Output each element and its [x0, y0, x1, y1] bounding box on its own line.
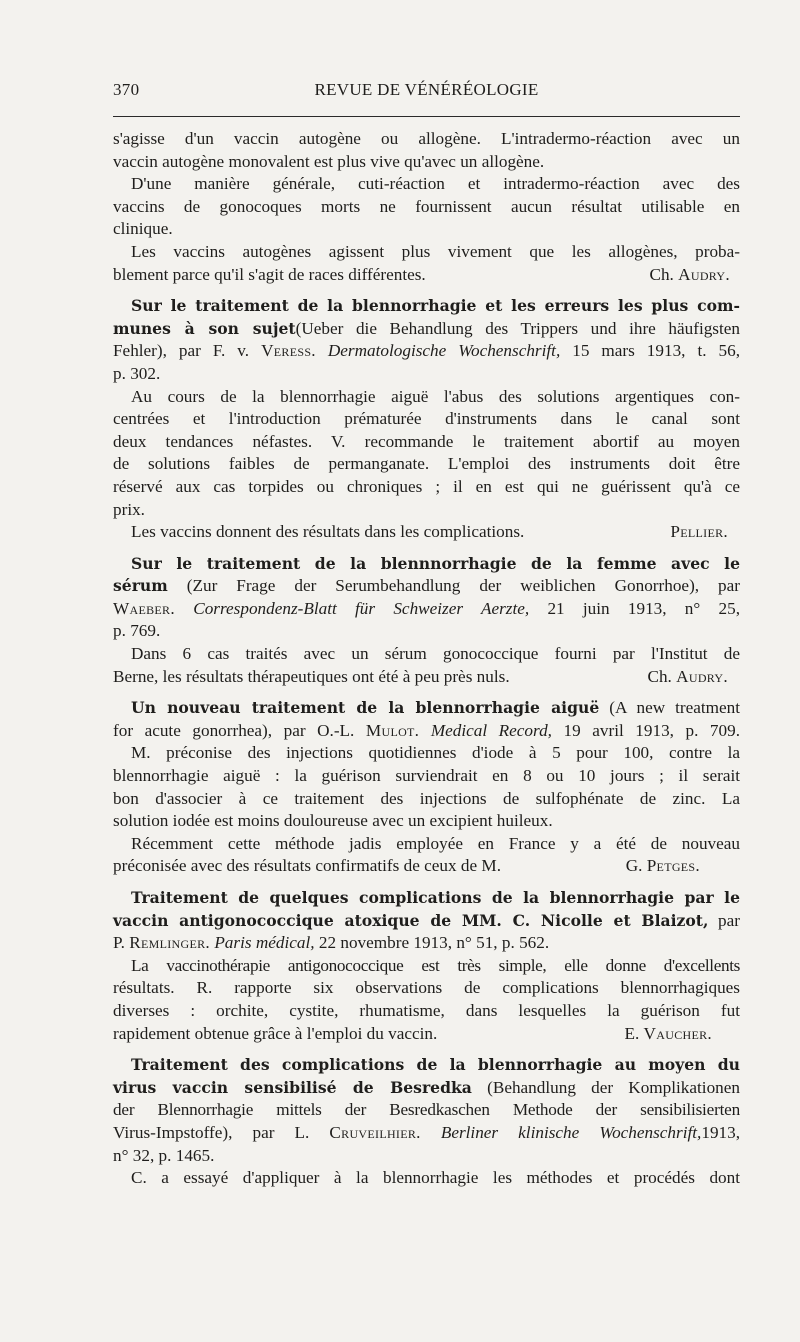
citation-text: P.	[113, 933, 125, 953]
author-initials: E.	[624, 1023, 640, 1043]
entry-title-line	[113, 1054, 740, 1077]
entry-title-line	[113, 575, 740, 598]
entry-subtitle: (A new treatment	[609, 698, 741, 718]
review-signature: Pellier.	[670, 522, 728, 542]
text-line-with-signature	[113, 1023, 740, 1046]
citation-author: Waeber.	[113, 598, 175, 618]
text-fragment: blement parce qu'il s'agit de races différentes.	[113, 264, 426, 284]
entry-title-line	[113, 697, 740, 720]
author-initials: G.	[625, 856, 643, 876]
text-fragment: préconisée avec des résultats confirmatifs de ceux de M.	[113, 856, 501, 876]
text-line-with-signature	[113, 521, 740, 544]
text-line: deux tendances néfastes. V. recommande le traitement abortif au moyen	[113, 431, 740, 451]
text-line: résultats. R. rapporte six observations de complications blennorrhagiques	[113, 978, 740, 998]
text-line: diverses : orchite, cystite, rhumatisme, dans lesquelles la guérison fut	[113, 1000, 740, 1020]
citation-author: Remlinger.	[129, 933, 211, 953]
review-entry-2	[113, 553, 740, 689]
entry-title-line	[113, 553, 740, 576]
citation-journal: Paris médical,	[214, 933, 315, 953]
entry-title-line	[113, 910, 740, 933]
citation-journal: Medical Record,	[430, 720, 552, 740]
text-line: Les vaccins autogènes agissent plus vivement que les allogènes, proba-	[131, 241, 740, 261]
text-line: blennorrhagie aiguë : la guérison surviendrait en 8 ou 10 jours ; il serait	[113, 766, 740, 786]
citation-line: p. 302.	[113, 363, 161, 383]
citation-line	[113, 340, 740, 363]
author-initials: Ch.	[647, 666, 672, 686]
citation-text: Fehler), par F. v.	[113, 341, 250, 361]
entry-title-line	[113, 1077, 740, 1100]
entry-title: munes à son sujet	[113, 318, 296, 338]
author-name: Audry.	[676, 666, 728, 686]
entry-title-line	[113, 295, 740, 318]
entry-title: Sur le traitement de la blennnorrhagie de la femme avec le	[131, 553, 740, 573]
text-line-with-signature	[113, 666, 740, 689]
citation-line: n° 32, p. 1465.	[113, 1145, 215, 1165]
citation-line	[113, 598, 740, 621]
citation-journal: Dermatologische Wochenschrift,	[327, 341, 561, 361]
citation-date: 21 juin 1913, n° 25,	[547, 598, 741, 618]
review-entry-4	[113, 887, 740, 1045]
text-fragment: Les vaccins donnent des résultats dans les complications.	[131, 522, 525, 542]
text-line: Au cours de la blennorrhagie aiguë l'abus des solutions argentiques con-	[131, 386, 740, 406]
entry-title: Sur le traitement de la blennorrhagie et les erreurs les plus com-	[131, 296, 740, 316]
entry-title: virus vaccin sensibilisé de Besredka	[113, 1077, 472, 1097]
citation-line	[113, 720, 740, 743]
review-entry-5	[113, 1054, 740, 1190]
citation-author: Veress.	[261, 341, 316, 361]
author-name: Vaucher.	[643, 1023, 712, 1043]
entry-subtitle: par	[718, 910, 740, 930]
text-line: der Blennorrhagie mittels der Besredkaschen Methode der sensibilisierten	[113, 1100, 740, 1120]
entry-title: Traitement de quelques complications de la blennorrhagie par le	[131, 888, 740, 907]
review-signature	[624, 1023, 740, 1046]
citation-date: 19 avril 1913, p. 709.	[563, 720, 741, 740]
header-rule	[113, 116, 740, 117]
text-line: s'agisse d'un vaccin autogène ou allogène. L'intradermo-réaction avec un	[113, 129, 740, 148]
text-line: clinique.	[113, 219, 173, 239]
review-signature	[649, 264, 740, 287]
entry-title-line	[113, 887, 740, 910]
entry-subtitle: (Behandlung der Komplikationen	[487, 1077, 740, 1097]
citation-author: Cruveilhier.	[329, 1122, 421, 1142]
review-signature	[626, 855, 740, 878]
entry-title: Un nouveau traitement de la blennorrhagie aiguë	[131, 698, 600, 718]
citation-date: 1913,	[701, 1122, 741, 1142]
review-entry-1	[113, 295, 740, 544]
text-line-with-signature	[113, 264, 740, 287]
text-fragment: rapidement obtenue grâce à l'emploi du vaccin.	[113, 1023, 438, 1043]
text-line: solution iodée est moins douloureuse avec un excipient huileux.	[113, 811, 553, 831]
entry-title: sérum	[113, 576, 168, 596]
text-line: La vaccinothérapie antigonococcique est très simple, elle donne d'excellents	[131, 955, 740, 975]
page-number: 370	[113, 80, 140, 99]
citation-author: Mulot.	[365, 720, 420, 740]
entry-title-line	[113, 318, 740, 341]
text-line: C. a essayé d'appliquer à la blennorrhagie les méthodes et procédés dont	[131, 1168, 740, 1188]
page-body	[113, 128, 740, 1190]
citation-line: p. 769.	[113, 621, 161, 641]
text-line: réservé aux cas torpides ou chroniques ; il en est qui ne guérissent qu'à ce	[113, 476, 740, 496]
citation-journal: Berliner klinische Wochenschrift,	[440, 1122, 702, 1142]
text-line: vaccins de gonocoques morts ne fournissent aucun résultat utilisable en	[113, 196, 740, 216]
text-line: Dans 6 cas traités avec un sérum gonococcique fourni par l'Institut de	[131, 644, 740, 664]
text-line: Récemment cette méthode jadis employée en France y a été de nouveau	[131, 833, 740, 853]
citation-date: 15 mars 1913, t. 56,	[572, 341, 740, 361]
running-header	[113, 80, 740, 110]
entry-title: vaccin antigonococcique atoxique de MM. C. Nicolle et Blaizot,	[113, 910, 709, 930]
text-line: bon d'associer à ce traitement des injections de sulfophénate de zinc. La	[113, 788, 740, 808]
text-line-with-signature	[113, 855, 740, 878]
author-name: Petges.	[646, 856, 700, 876]
entry-title: Traitement des complications de la blennorrhagie au moyen du	[131, 1055, 740, 1075]
citation-text: for acute gonorrhea), par O.-L.	[113, 720, 355, 740]
citation-line	[113, 1122, 740, 1145]
citation-line	[113, 932, 740, 955]
entry-subtitle: (Zur Frage der Serumbehandlung der weiblichen Gonorrhoe), par	[186, 576, 741, 596]
text-line: centrées et l'introduction prématurée d'instruments dans le canal sont	[113, 409, 740, 429]
review-entry-3	[113, 697, 740, 878]
text-fragment: Berne, les résultats thérapeutiques ont été à peu près nuls.	[113, 666, 510, 686]
intro-paragraph	[113, 128, 740, 286]
citation-date: 22 novembre 1913, n° 51, p. 562.	[318, 933, 550, 953]
text-line: de solutions faibles de permanganate. L'emploi des instruments doit être	[113, 454, 740, 474]
review-signature	[647, 666, 740, 689]
text-line: prix.	[113, 499, 145, 519]
author-initials: Ch.	[649, 264, 674, 284]
citation-journal: Correspondenz-Blatt für Schweizer Aerzte,	[193, 598, 530, 618]
text-line: D'une manière générale, cuti-réaction et intradermo-réaction avec des	[131, 174, 740, 194]
entry-subtitle: (Ueber die Behandlung des Trippers und ihre häufigsten	[295, 318, 740, 338]
citation-text: Virus-Impstoffe), par L.	[113, 1122, 310, 1142]
text-line: vaccin autogène monovalent est plus vive qu'avec un allogène.	[113, 151, 545, 171]
author-name: Audry.	[678, 264, 730, 284]
text-line: M. préconise des injections quotidiennes d'iode à 5 pour 100, contre la	[131, 743, 740, 763]
journal-title: REVUE DE VÉNÉRÉOLOGIE	[314, 80, 539, 99]
